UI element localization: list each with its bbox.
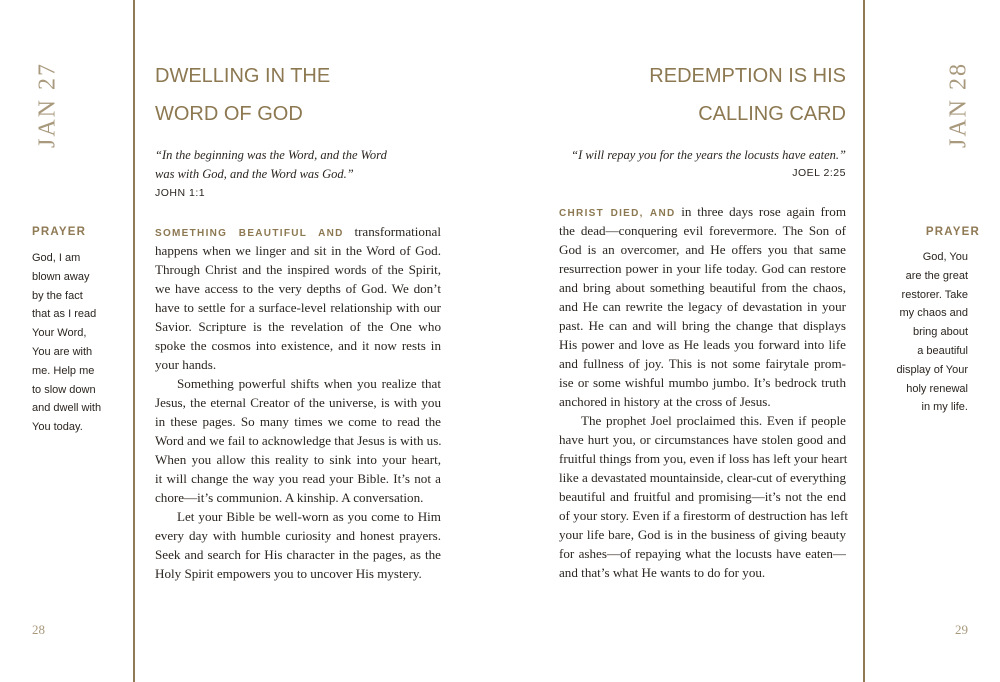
prayer-line: by the fact: [32, 289, 83, 302]
body-line: fruitful things from you, even if loss has left your heart: [559, 451, 848, 466]
body-line: in these pages. So many times we come to read the: [155, 414, 441, 429]
prayer-line: to slow down: [32, 383, 96, 396]
body-line: God is an overcomer, and He offers you that same: [559, 242, 846, 257]
scripture-quote-left: [155, 146, 387, 183]
scripture-reference-right: JOEL 2:25: [792, 167, 846, 179]
right-column-divider: [863, 0, 865, 682]
title-line: REDEMPTION IS HIS: [649, 65, 846, 87]
devotional-body-right: [559, 202, 846, 582]
date-label-left: JAN 27: [34, 61, 61, 149]
body-line: like a devastated mountainside, clear-cut of everything: [559, 470, 846, 485]
prayer-text-left: [32, 249, 101, 437]
prayer-line: blown away: [32, 270, 90, 283]
prayer-line: bring about: [912, 326, 968, 339]
body-line: Let your Bible be well-worn as you come to Him: [177, 509, 441, 524]
body-line: have to settle for a surface-level relationship with our: [155, 300, 441, 315]
body-line: and fullness of joy. This is not some fairytale prom-: [559, 356, 846, 371]
entry-title-right: [649, 57, 846, 133]
title-line: CALLING CARD: [698, 103, 846, 125]
body-line: your life bare, God is in the business of giving beauty: [559, 527, 846, 542]
body-line: The prophet Joel proclaimed this. Even if people: [581, 413, 846, 428]
first-line-text: in three days rose again from: [681, 204, 847, 219]
quote-line: was with God, and the Word was God.”: [155, 166, 354, 181]
body-line: past. He can and will bring the change that displays: [559, 318, 846, 333]
body-line: When you allow this reality to sink into your heart,: [155, 452, 441, 467]
body-line-first: [559, 202, 846, 221]
lead-in-text: CHRIST DIED, AND: [559, 208, 676, 219]
prayer-line: me. Help me: [32, 364, 95, 377]
entry-title-left: [155, 57, 330, 133]
date-label-right: JAN 28: [945, 61, 972, 149]
body-line: spoke the cosmos into existence, and it now rests in: [155, 338, 441, 353]
body-line: beautiful and fruitful and promising—it’s not the end: [559, 489, 846, 504]
prayer-line: You are with: [32, 345, 93, 358]
body-line: His power and love as He leads you forward into life: [559, 337, 846, 352]
body-line: Something powerful shifts when you realize that: [177, 376, 441, 391]
body-line: Through Christ and the inspired words of the Spirit,: [155, 262, 441, 277]
prayer-line: a beautiful: [917, 344, 968, 357]
body-line: have hurt you, or circumstances have stolen good and: [559, 432, 846, 447]
body-line: happens when we linger and sit in the Word of God.: [155, 243, 441, 258]
body-line: for ashes—of repaying what the locusts have eaten—: [559, 546, 846, 561]
prayer-line: that as I read: [32, 308, 97, 321]
body-line: Seek and search for His character in the pages, as the: [155, 547, 441, 562]
prayer-line: my chaos and: [899, 307, 968, 320]
left-column-divider: [133, 0, 135, 682]
prayer-line: display of Your: [896, 363, 968, 376]
prayer-line: You today.: [32, 421, 83, 434]
body-line: anchored in history at the cross of Jesus.: [559, 394, 771, 409]
scripture-reference-left: JOHN 1:1: [155, 187, 206, 199]
body-line: Savior. Scripture is the revelation of the One who: [155, 319, 441, 334]
prayer-heading-right: PRAYER: [925, 226, 980, 238]
body-line: Jesus, the eternal Creator of the universe, is with you: [155, 395, 441, 410]
body-line: Word and we fail to acknowledge that Jesus is with us.: [155, 433, 442, 448]
prayer-text-right: [896, 248, 968, 417]
title-line: DWELLING IN THE: [155, 65, 331, 87]
lead-in-text: SOMETHING BEAUTIFUL AND: [155, 228, 344, 239]
body-line: we have access to the very depths of God. We don’t: [155, 281, 441, 296]
devotional-body-left: [155, 222, 441, 583]
body-line: and bring about something beautiful from the chaos,: [559, 280, 846, 295]
title-line: WORD OF GOD: [155, 103, 303, 125]
page-number-left: 28: [32, 622, 45, 637]
prayer-line: in my life.: [921, 401, 968, 414]
prayer-line: God, I am: [32, 252, 81, 264]
page-number-right: 29: [955, 622, 968, 637]
body-line: resurrection power in your life today. God can restore: [559, 261, 846, 276]
prayer-line: and dwell with: [32, 402, 102, 415]
prayer-line: holy renewal: [906, 382, 968, 395]
prayer-line: are the great: [905, 269, 968, 282]
body-line: and He can rewrite the legacy of devastation in your: [559, 299, 846, 314]
body-line: the dead—conquering evil forevermore. The Son of: [559, 223, 846, 238]
body-line: chore—it’s communion. A kinship. A conversation.: [155, 490, 424, 505]
quote-line: “In the beginning was the Word, and the Word: [155, 148, 387, 162]
first-line-text: transformational: [354, 224, 441, 239]
body-line: and that’s what He wants to do for you.: [559, 565, 766, 580]
body-line-first: [155, 222, 441, 241]
prayer-line: God, You: [922, 251, 968, 263]
body-line: of your story. Even if a firestorm of destruction has left: [559, 508, 848, 523]
quote-line: “I will repay you for the years the locusts have eaten.”: [571, 148, 846, 162]
body-line: your hands.: [155, 357, 217, 372]
body-line: ise or some wishful mumbo jumbo. It’s bedrock truth: [559, 375, 846, 390]
body-line: every day with humble curiosity and honest prayers.: [155, 528, 441, 543]
scripture-quote-right: [571, 146, 846, 165]
prayer-line: restorer. Take: [901, 288, 968, 301]
body-line: it will change the way you read your Bible. It’s not a: [155, 471, 441, 486]
body-line: Holy Spirit empowers you to uncover His mystery.: [155, 566, 422, 581]
prayer-line: Your Word,: [32, 327, 87, 340]
prayer-heading-left: PRAYER: [32, 226, 87, 238]
